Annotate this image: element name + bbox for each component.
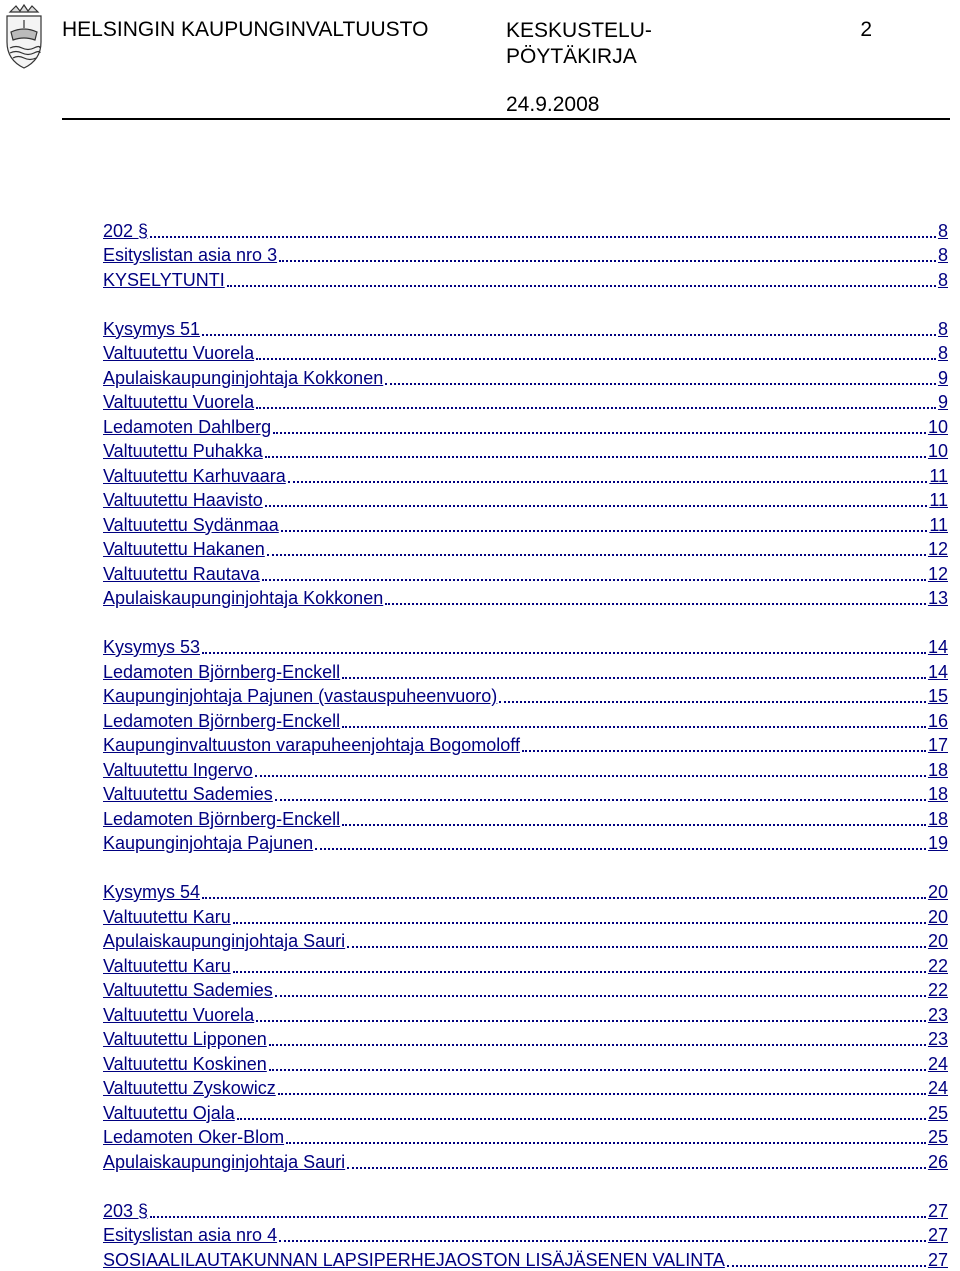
toc-entry-link[interactable] <box>103 364 948 389</box>
toc-entry-page: 18 <box>927 759 948 780</box>
toc-entry-link[interactable] <box>103 266 948 291</box>
toc-entry-link[interactable] <box>103 462 948 487</box>
toc-entry-page: 18 <box>927 784 948 804</box>
page-header <box>62 0 950 120</box>
toc-entry-page: 17 <box>927 735 948 755</box>
toc-dot-leader <box>286 1142 926 1144</box>
toc-entry-title: Ledamoten Oker-Blom <box>103 1127 285 1147</box>
toc-entry-page: 18 <box>927 808 948 829</box>
toc-entry-title: Valtuutettu Sademies <box>103 980 273 1000</box>
toc-dot-leader <box>275 995 926 997</box>
toc-dot-leader <box>256 407 936 409</box>
toc-entry-page: 20 <box>927 906 948 927</box>
document-type-line-1: KESKUSTELU- <box>506 19 652 42</box>
toc-entry-title: Apulaiskaupunginjohtaja Sauri <box>103 931 346 951</box>
toc-entry-page: 26 <box>927 1151 948 1172</box>
toc-entry-title: Valtuutettu Sademies <box>103 784 273 804</box>
toc-entry-title: Kaupunginvaltuuston varapuheenjohtaja Bogomoloff <box>103 735 520 755</box>
toc-entry-page: 8 <box>937 245 948 265</box>
toc-entry-link[interactable] <box>103 928 948 953</box>
toc-entry-title: Valtuutettu Hakanen <box>103 539 265 559</box>
toc-dot-leader <box>385 383 936 385</box>
toc-dot-leader <box>279 1240 926 1242</box>
toc-entry-page: 9 <box>937 392 948 412</box>
toc-entry-link[interactable] <box>103 413 948 438</box>
toc-entry-title: Valtuutettu Ojala <box>103 1102 235 1123</box>
toc-group-spacer <box>103 1173 948 1198</box>
toc-entry-link[interactable] <box>103 879 948 904</box>
toc-entry-title: Ledamoten Björnberg-Enckell <box>103 808 341 829</box>
toc-entry-link[interactable] <box>103 585 948 610</box>
toc-dot-leader <box>150 236 936 238</box>
toc-entry-link[interactable] <box>103 1050 948 1075</box>
toc-dot-leader <box>275 799 926 801</box>
toc-entry-page: 22 <box>927 955 948 976</box>
toc-entry-page: 20 <box>927 931 948 951</box>
toc-entry-title: Kysymys 54 <box>103 882 201 902</box>
toc-dot-leader <box>202 652 926 654</box>
toc-entry-link[interactable] <box>103 389 948 414</box>
toc-entry-title: SOSIAALILAUTAKUNNAN LAPSIPERHEJAOSTON LISÄJÄSENEN VALINTA <box>103 1249 725 1270</box>
toc-entry-title: Apulaiskaupunginjohtaja Sauri <box>103 1151 346 1172</box>
toc-entry-link[interactable] <box>103 1197 948 1222</box>
toc-entry-page: 8 <box>937 343 948 363</box>
toc-entry-link[interactable] <box>103 781 948 806</box>
toc-entry-title: Valtuutettu Koskinen <box>103 1053 267 1074</box>
toc-entry-link[interactable] <box>103 1148 948 1173</box>
toc-entry-title: Valtuutettu Puhakka <box>103 441 263 461</box>
toc-entry-page: 15 <box>927 686 948 706</box>
toc-entry-page: 11 <box>929 490 948 510</box>
toc-dot-leader <box>269 1069 926 1071</box>
toc-dot-leader <box>227 285 936 287</box>
toc-entry-page: 23 <box>927 1004 948 1025</box>
toc-dot-leader <box>288 481 928 483</box>
toc-entry-link[interactable] <box>103 1075 948 1100</box>
toc-dot-leader <box>385 603 926 605</box>
toc-entry-link[interactable] <box>103 805 948 830</box>
toc-entry-page: 22 <box>927 980 948 1000</box>
document-type-line-2: PÖYTÄKIRJA <box>506 45 637 68</box>
toc-entry-link[interactable] <box>103 560 948 585</box>
toc-dot-leader <box>279 260 936 262</box>
toc-dot-leader <box>256 1020 926 1022</box>
toc-entry-page: 8 <box>937 269 948 290</box>
toc-entry-title: Valtuutettu Haavisto <box>103 490 263 510</box>
toc-entry-page: 25 <box>927 1127 948 1147</box>
toc-dot-leader <box>267 554 926 556</box>
toc-entry-title: Esityslistan asia nro 4 <box>103 1225 278 1245</box>
page-number: 2 <box>860 18 872 41</box>
toc-entry-page: 25 <box>927 1102 948 1123</box>
toc-entry-link[interactable] <box>103 1124 948 1149</box>
toc-entry-page: 14 <box>927 661 948 682</box>
toc-entry-page: 27 <box>927 1225 948 1245</box>
toc-entry-link[interactable] <box>103 683 948 708</box>
toc-entry-link[interactable] <box>103 217 948 242</box>
toc-entry-title: Kysymys 53 <box>103 637 201 657</box>
toc-entry-title: Apulaiskaupunginjohtaja Kokkonen <box>103 367 384 388</box>
toc-dot-leader <box>315 848 926 850</box>
toc-entry-page: 24 <box>927 1053 948 1074</box>
toc-entry-page: 23 <box>927 1029 948 1049</box>
header-divider <box>62 118 950 120</box>
document-date: 24.9.2008 <box>506 93 600 116</box>
toc-dot-leader <box>342 824 926 826</box>
toc-dot-leader <box>342 677 926 679</box>
toc-entry-page: 24 <box>927 1078 948 1098</box>
toc-entry-title: Valtuutettu Sydänmaa <box>103 514 279 535</box>
toc-entry-link[interactable] <box>103 634 948 659</box>
toc-entry-title: Kysymys 51 <box>103 318 201 339</box>
toc-entry-title: Apulaiskaupunginjohtaja Kokkonen <box>103 588 384 608</box>
toc-entry-link[interactable] <box>103 1222 948 1247</box>
toc-entry-title: Valtuutettu Vuorela <box>103 392 255 412</box>
toc-dot-leader <box>265 456 926 458</box>
toc-dot-leader <box>202 334 936 336</box>
toc-entry-title: Valtuutettu Vuorela <box>103 343 255 363</box>
toc-dot-leader <box>262 579 926 581</box>
toc-dot-leader <box>522 750 926 752</box>
toc-dot-leader <box>281 530 928 532</box>
toc-entry-link[interactable] <box>103 952 948 977</box>
toc-dot-leader <box>255 775 926 777</box>
toc-dot-leader <box>347 1167 926 1169</box>
toc-entry-link[interactable] <box>103 242 948 267</box>
toc-entry-page: 13 <box>927 588 948 608</box>
toc-entry-page: 12 <box>927 539 948 559</box>
toc-entry-title: Kaupunginjohtaja Pajunen <box>103 833 314 853</box>
toc-dot-leader <box>233 922 926 924</box>
toc-entry-link[interactable] <box>103 536 948 561</box>
document-type <box>506 18 652 70</box>
toc-entry-page: 27 <box>927 1249 948 1270</box>
toc-entry-title: Valtuutettu Ingervo <box>103 759 253 780</box>
toc-entry-page: 11 <box>929 514 948 535</box>
toc-entry-title: Esityslistan asia nro 3 <box>103 245 278 265</box>
toc-entry-title: Valtuutettu Karhuvaara <box>103 465 286 486</box>
toc-entry-title: Ledamoten Björnberg-Enckell <box>103 661 341 682</box>
toc-dot-leader <box>265 505 928 507</box>
table-of-contents <box>103 217 948 1271</box>
toc-entry-link[interactable] <box>103 903 948 928</box>
organization-name: HELSINGIN KAUPUNGINVALTUUSTO <box>62 18 429 41</box>
toc-entry-page: 20 <box>927 882 948 902</box>
toc-entry-title: Ledamoten Björnberg-Enckell <box>103 710 341 731</box>
toc-entry-title: Kaupunginjohtaja Pajunen (vastauspuheenvuoro) <box>103 686 498 706</box>
toc-entry-page: 10 <box>927 441 948 461</box>
toc-entry-link[interactable] <box>103 707 948 732</box>
toc-entry-page: 8 <box>937 318 948 339</box>
toc-entry-page: 11 <box>929 465 948 486</box>
toc-dot-leader <box>237 1118 926 1120</box>
toc-entry-title: 203 § <box>103 1200 149 1221</box>
toc-entry-page: 19 <box>927 833 948 853</box>
toc-entry-link[interactable] <box>103 315 948 340</box>
toc-group-spacer <box>103 609 948 634</box>
toc-entry-title: Valtuutettu Zyskowicz <box>103 1078 276 1098</box>
toc-dot-leader <box>233 971 926 973</box>
toc-entry-link[interactable] <box>103 438 948 463</box>
toc-entry-link[interactable] <box>103 756 948 781</box>
toc-entry-page: 9 <box>937 367 948 388</box>
toc-entry-page: 27 <box>927 1200 948 1221</box>
toc-entry-title: 202 § <box>103 220 149 241</box>
toc-group-spacer <box>103 291 948 316</box>
toc-entry-page: 12 <box>927 563 948 584</box>
toc-entry-page: 8 <box>937 220 948 241</box>
toc-entry-link[interactable] <box>103 977 948 1002</box>
toc-entry-link[interactable] <box>103 1026 948 1051</box>
toc-dot-leader <box>202 897 926 899</box>
toc-entry-link[interactable] <box>103 511 948 536</box>
toc-entry-link[interactable] <box>103 1246 948 1271</box>
helsinki-coat-of-arms-icon <box>2 2 46 72</box>
toc-entry-title: Valtuutettu Lipponen <box>103 1029 267 1049</box>
toc-dot-leader <box>256 358 936 360</box>
toc-dot-leader <box>342 726 926 728</box>
toc-entry-link[interactable] <box>103 732 948 757</box>
toc-entry-link[interactable] <box>103 658 948 683</box>
toc-entry-link[interactable] <box>103 1099 948 1124</box>
toc-dot-leader <box>727 1265 926 1267</box>
toc-entry-title: Valtuutettu Vuorela <box>103 1004 255 1025</box>
toc-entry-link[interactable] <box>103 830 948 855</box>
toc-dot-leader <box>347 946 926 948</box>
toc-entry-link[interactable] <box>103 340 948 365</box>
toc-entry-link[interactable] <box>103 1001 948 1026</box>
toc-entry-title: Valtuutettu Rautava <box>103 563 260 584</box>
toc-entry-title: Ledamoten Dahlberg <box>103 416 272 437</box>
toc-group-spacer <box>103 854 948 879</box>
toc-entry-page: 10 <box>927 416 948 437</box>
toc-entry-title: KYSELYTUNTI <box>103 269 225 290</box>
toc-entry-page: 16 <box>927 710 948 731</box>
toc-entry-title: Valtuutettu Karu <box>103 955 231 976</box>
toc-dot-leader <box>150 1216 926 1218</box>
toc-entry-page: 14 <box>927 637 948 657</box>
toc-dot-leader <box>269 1044 926 1046</box>
toc-dot-leader <box>273 432 926 434</box>
toc-dot-leader <box>278 1093 926 1095</box>
toc-entry-link[interactable] <box>103 487 948 512</box>
toc-entry-title: Valtuutettu Karu <box>103 906 231 927</box>
toc-dot-leader <box>499 701 926 703</box>
